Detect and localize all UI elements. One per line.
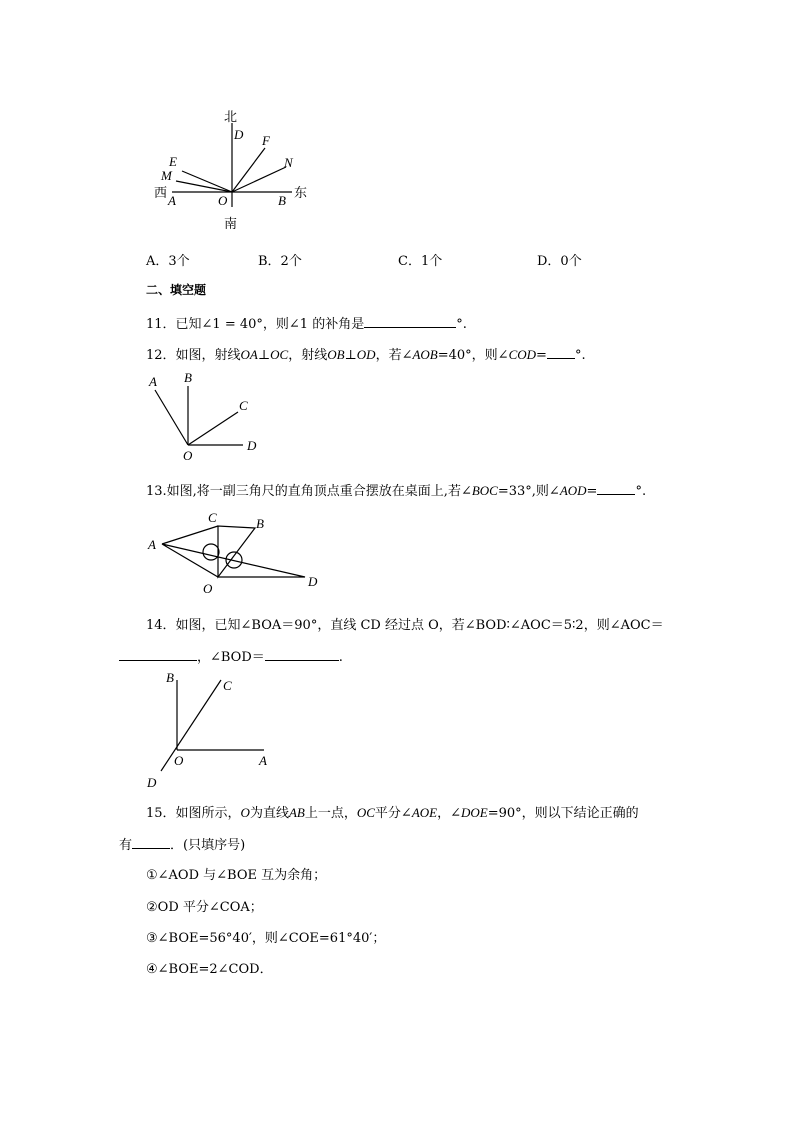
label-B: B	[278, 193, 286, 208]
label-F: F	[262, 133, 270, 148]
q15-item-4	[146, 958, 273, 977]
q12-eq: =	[536, 348, 547, 363]
q15-aoe: AOE	[411, 805, 438, 820]
section-title: 二、填空题	[146, 283, 207, 297]
q15-line2-post: ．(只填序号)	[170, 838, 246, 853]
ray-of	[232, 148, 265, 192]
line-cd	[161, 680, 221, 771]
fig13-label-O: O	[203, 581, 213, 596]
q12-text: 12．如图，射线	[146, 348, 241, 363]
q14-end: .	[338, 650, 343, 665]
q12-perp: ⊥	[257, 348, 271, 363]
fig14-label-O: O	[174, 753, 184, 768]
fig14-label-B: B	[166, 670, 174, 685]
option-b: B．2个	[258, 254, 302, 269]
fig12-label-O: O	[183, 448, 193, 463]
figure-13	[145, 508, 330, 596]
q15-item-1	[146, 864, 326, 883]
q15-item-2	[146, 896, 263, 915]
q15-c: 平分∠	[374, 806, 412, 821]
q12-perp2: ⊥	[344, 348, 357, 363]
q11-text: 11．已知∠1 = 40°，则∠1 的补角是	[146, 317, 365, 332]
fig12-label-B: B	[184, 370, 192, 385]
q12-od: OD	[356, 347, 376, 362]
question-12	[146, 344, 586, 363]
q11-end: °.	[456, 317, 467, 332]
q13-blank	[597, 482, 635, 495]
q13-text: 13.如图,将一副三角尺的直角顶点重合摆放在桌面上,若∠	[146, 484, 472, 499]
q13-eq: =	[586, 484, 598, 499]
label-A: A	[168, 193, 176, 208]
fig13-label-B: B	[256, 516, 264, 531]
item-4-text: ∠BOE=2∠COD．	[157, 962, 273, 977]
q12-ob: OB	[327, 347, 345, 362]
option-d: D．0个	[537, 254, 582, 269]
q13-mid: =33°,则∠	[497, 484, 560, 499]
question-14-line1: 14．如图，已知∠BOA＝90°，直线 CD 经过点 O，若∠BOD∶∠AOC＝5∶2，则∠AOC＝	[146, 618, 664, 633]
question-15-line1	[146, 802, 639, 821]
q15-ab: AB	[288, 805, 305, 820]
label-N: N	[284, 155, 293, 170]
label-east: 东	[294, 186, 308, 201]
item-2-text: OD 平分∠COA；	[157, 900, 263, 915]
q15-doe: DOE	[461, 805, 488, 820]
ray-oa	[155, 390, 188, 445]
item-1-text: ∠AOD 与∠BOE 互为余角；	[157, 868, 327, 883]
q15-pre: 15．如图所示，	[146, 806, 241, 821]
fig12-label-A: A	[149, 374, 157, 389]
question-15-line2	[119, 834, 245, 853]
fig14-label-A: A	[259, 753, 267, 768]
q14-blank-aoc	[119, 648, 197, 661]
question-14-line2	[119, 646, 343, 665]
q15-line2-pre: 有	[119, 838, 133, 853]
q15-blank	[132, 836, 170, 849]
ray-oe	[182, 171, 232, 192]
item-3-num: ③	[146, 931, 158, 946]
figure-12	[145, 368, 265, 463]
label-north: 北	[224, 110, 238, 125]
figure-14	[145, 668, 280, 793]
q15-o: O	[240, 805, 250, 820]
triangle-aod	[162, 544, 305, 577]
question-11	[146, 313, 467, 332]
q12-oc: OC	[270, 347, 289, 362]
fig14-label-C: C	[223, 678, 232, 693]
q12-oa: OA	[240, 347, 258, 362]
item-3-text: ∠BOE=56°40′，则∠COE=61°40′；	[157, 931, 386, 946]
label-west: 西	[154, 186, 168, 201]
q15-d: ，∠	[437, 806, 462, 821]
ray-oc	[188, 412, 238, 445]
q15-oc: OC	[356, 805, 375, 820]
triangle-cob	[218, 526, 255, 577]
q12-cond: ，若∠	[375, 348, 413, 363]
item-2-num: ②	[146, 900, 158, 915]
q12-end: °.	[574, 348, 586, 363]
q15-item-3	[146, 927, 385, 946]
line-ac	[162, 526, 218, 544]
fig13-label-D: D	[308, 574, 318, 589]
q13-end: °.	[635, 484, 647, 499]
option-a: A．3个	[146, 254, 190, 269]
question-13	[146, 480, 646, 499]
label-D: D	[234, 127, 244, 142]
q12-mid: ，射线	[288, 348, 328, 363]
circle-1	[203, 544, 219, 560]
ray-on	[232, 167, 286, 192]
q15-b: 上一点，	[304, 806, 357, 821]
label-south: 南	[224, 217, 238, 232]
label-M: M	[161, 168, 172, 183]
fig13-label-A: A	[148, 537, 156, 552]
q14-mid: ，∠BOD＝	[197, 650, 265, 665]
fig12-label-C: C	[239, 398, 248, 413]
q12-val: =40°，则∠	[437, 348, 509, 363]
q13-aod: AOD	[559, 483, 587, 498]
item-4-num: ④	[146, 962, 158, 977]
q15-e: =90°，则以下结论正确的	[487, 806, 639, 821]
q12-blank	[547, 346, 575, 359]
q15-a: 为直线	[249, 806, 289, 821]
q12-aob: AOB	[412, 347, 438, 362]
fig14-label-D: D	[147, 775, 157, 790]
label-O: O	[218, 193, 228, 208]
q14-blank-bod	[265, 648, 339, 661]
fig12-label-D: D	[247, 438, 257, 453]
option-c: C．1个	[398, 254, 443, 269]
compass-figure	[150, 105, 320, 235]
q13-boc: BOC	[471, 483, 498, 498]
fig13-label-C: C	[208, 510, 217, 525]
q12-cod: COD	[508, 347, 537, 362]
item-1-num: ①	[146, 868, 158, 883]
q11-blank	[364, 315, 456, 328]
label-E: E	[169, 154, 177, 169]
ray-om	[176, 181, 232, 192]
